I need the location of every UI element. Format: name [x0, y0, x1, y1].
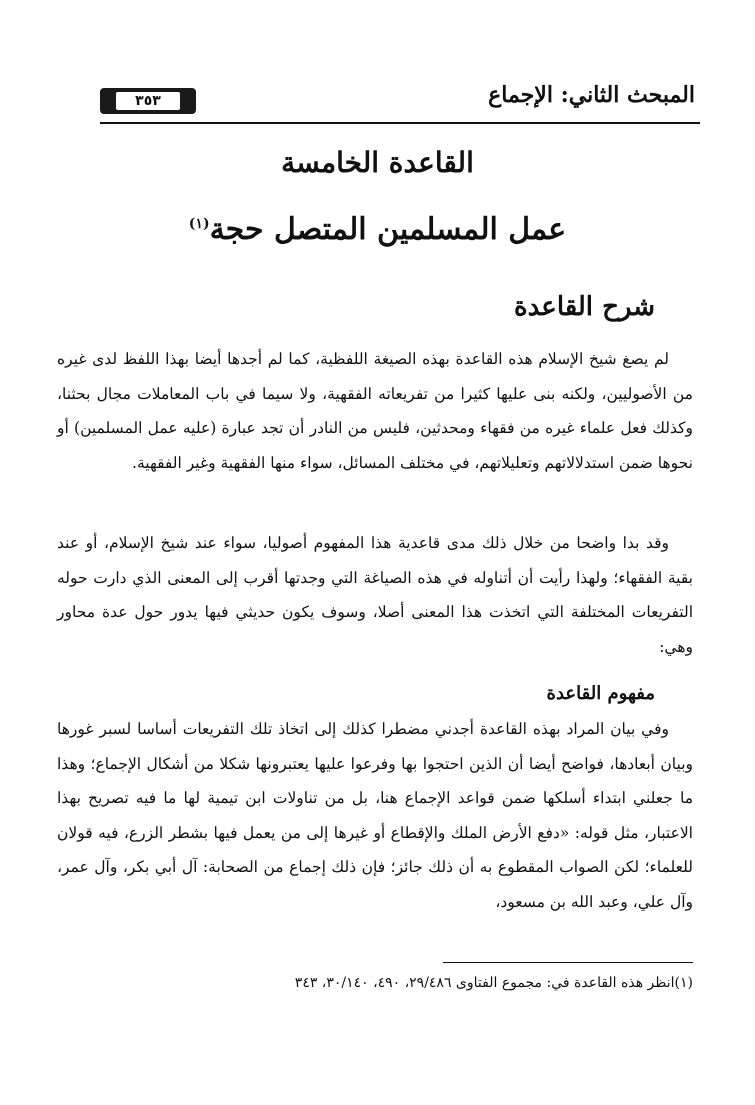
- footnote-reference: (١): [188, 216, 210, 232]
- running-head: المبحث الثاني: الإجماع: [488, 82, 695, 108]
- rule-title: [0, 212, 755, 247]
- paragraph-3-text: وفي بيان المراد بهذه القاعدة أجدني مضطرا كذلك إلى اتخاذ تلك التفريعات أساسا لسبر غورها وبيان أبعادها، فواضح أيضا أن الذين احتجوا بها وفرعوا عليها يعتبرونها شكلا من أشكال الإجماع؛ وهذا ما جعلني ابتداء أسلكها ضمن قواعد الإجماع هنا، بل من تناولات ابن تيمية لها ما فيه تصريح بهذا الاعتبار، مثل قوله: «دفع الأرض الملك والإقطاع أو غيرها إلى من يعمل فيها بشطر الزرع، فيه قولان للعلماء؛ لكن الصواب المقطوع به أن ذلك جائز؛ فإن ذلك إجماع من الصحابة: آل أبي بكر، وآل عمر، وآل علي، وعبد الله بن مسعود،: [57, 720, 693, 911]
- concept-heading: مفهوم القاعدة: [546, 683, 655, 704]
- rule-number-heading: القاعدة الخامسة: [281, 146, 474, 179]
- header-divider: [100, 122, 700, 124]
- paragraph-1-text: لم يصغ شيخ الإسلام هذه القاعدة بهذه الصيغة اللفظية، كما لم أجدها أيضا بهذا اللفظ لدى غيره من الأصوليين، ولكنه بنى عليها كثيرا من تفريعاته الفقهية، ولا سيما في باب المعاملات مجال بحثنا، وكذلك فعل علماء غيره من فقهاء ومحدثين، فليس من النادر أن تجد عبارة (عليه عمل المسلمين) أو نحوها ضمن استدلالاتهم وتعليلاتهم، في مختلف المسائل، سواء منها الفقهية وغير الفقهية.: [57, 350, 693, 472]
- footnote: (١)انظر هذه القاعدة في: مجموع الفتاوى ٢٩/٤٨٦، ٤٩٠، ٣٠/١٤٠، ٣٤٣: [294, 975, 693, 991]
- page-number: ٣٥٣: [116, 92, 180, 110]
- paragraph-2-text: وقد بدا واضحا من خلال ذلك مدى قاعدية هذا المفهوم أصوليا، سواء عند شيخ الإسلام، أو عند بقية الفقهاء؛ ولهذا رأيت أن أتناوله في هذه الصياغة التي وجدتها أقرب إلى المعنى الذي دارت حوله التفريعات المختلفة التي اتخذت هذا المعنى أصلا، وسوف يكون حديثي فيها يدور حول عدة محاور وهي:: [57, 534, 693, 656]
- paragraph-1: [57, 342, 693, 480]
- paragraph-2: [57, 526, 693, 664]
- page-number-badge: [100, 88, 196, 114]
- footnote-divider: [443, 962, 693, 963]
- paragraph-3: [57, 712, 693, 919]
- explanation-heading: شرح القاعدة: [514, 292, 655, 322]
- rule-title-text: عمل المسلمين المتصل حجة: [209, 212, 567, 247]
